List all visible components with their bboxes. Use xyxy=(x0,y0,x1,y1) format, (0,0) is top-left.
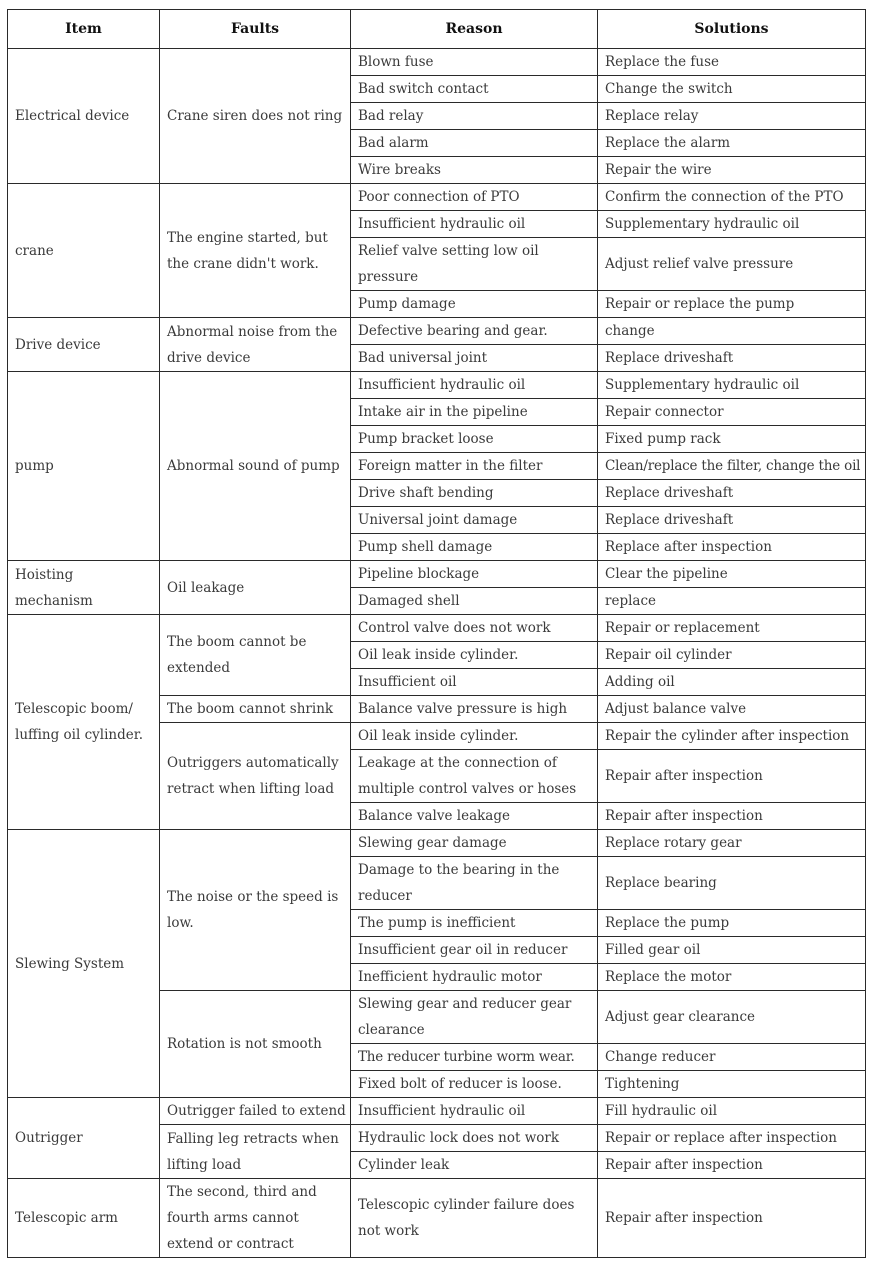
solution-cell: replace xyxy=(598,588,866,615)
solution-cell: Repair connector xyxy=(598,399,866,426)
solution-cell: Replace after inspection xyxy=(598,534,866,561)
fault-table xyxy=(7,9,866,1258)
reason-cell: Inefficient hydraulic motor xyxy=(351,964,598,991)
reason-cell: Insufficient hydraulic oil xyxy=(351,1098,598,1125)
reason-cell: Control valve does not work xyxy=(351,615,598,642)
reason-cell: Fixed bolt of reducer is loose. xyxy=(351,1071,598,1098)
solution-cell: Replace driveshaft xyxy=(598,480,866,507)
header-solutions: Solutions xyxy=(598,10,866,49)
solution-cell: Adjust gear clearance xyxy=(598,991,866,1044)
fault-cell: Abnormal noise from the drive device xyxy=(160,318,351,372)
reason-cell: Bad universal joint xyxy=(351,345,598,372)
item-cell: Drive device xyxy=(8,318,160,372)
solution-cell: Replace driveshaft xyxy=(598,345,866,372)
table-row xyxy=(8,1179,866,1258)
fault-cell: The engine started, but the crane didn't work. xyxy=(160,184,351,318)
reason-cell: Slewing gear and reducer gear clearance xyxy=(351,991,598,1044)
solution-cell: Repair after inspection xyxy=(598,1179,866,1258)
table-row xyxy=(8,49,866,76)
fault-cell: The second, third and fourth arms cannot extend or contract xyxy=(160,1179,351,1258)
fault-cell: The boom cannot shrink xyxy=(160,696,351,723)
solution-cell: Replace the pump xyxy=(598,910,866,937)
solution-cell: Adjust relief valve pressure xyxy=(598,238,866,291)
item-cell: pump xyxy=(8,372,160,561)
solution-cell: Replace rotary gear xyxy=(598,830,866,857)
reason-cell: Bad alarm xyxy=(351,130,598,157)
fault-cell: Abnormal sound of pump xyxy=(160,372,351,561)
item-cell: Outrigger xyxy=(8,1098,160,1179)
reason-cell: Blown fuse xyxy=(351,49,598,76)
reason-cell: Universal joint damage xyxy=(351,507,598,534)
table-row xyxy=(8,830,866,857)
solution-cell: Repair after inspection xyxy=(598,803,866,830)
solution-cell: Repair or replace the pump xyxy=(598,291,866,318)
reason-cell: Drive shaft bending xyxy=(351,480,598,507)
reason-cell: Poor connection of PTO xyxy=(351,184,598,211)
solution-cell: change xyxy=(598,318,866,345)
table-row xyxy=(8,372,866,399)
solution-cell: Tightening xyxy=(598,1071,866,1098)
fault-cell: Rotation is not smooth xyxy=(160,991,351,1098)
reason-cell: Pipeline blockage xyxy=(351,561,598,588)
reason-cell: Hydraulic lock does not work xyxy=(351,1125,598,1152)
fault-cell: The noise or the speed is low. xyxy=(160,830,351,991)
solution-cell: Supplementary hydraulic oil xyxy=(598,372,866,399)
solution-cell: Replace relay xyxy=(598,103,866,130)
table-row xyxy=(8,561,866,588)
solution-cell: Change reducer xyxy=(598,1044,866,1071)
reason-cell: Oil leak inside cylinder. xyxy=(351,723,598,750)
table-row xyxy=(8,184,866,211)
solution-cell: Replace driveshaft xyxy=(598,507,866,534)
header-row xyxy=(8,10,866,49)
reason-cell: Balance valve pressure is high xyxy=(351,696,598,723)
solution-cell: Repair after inspection xyxy=(598,1152,866,1179)
item-cell: Electrical device xyxy=(8,49,160,184)
solution-cell: Fill hydraulic oil xyxy=(598,1098,866,1125)
solution-cell: Clean/replace the filter, change the oil xyxy=(598,453,866,480)
reason-cell: Leakage at the connection of multiple control valves or hoses xyxy=(351,750,598,803)
fault-cell: The boom cannot be extended xyxy=(160,615,351,696)
fault-cell: Oil leakage xyxy=(160,561,351,615)
reason-cell: Bad switch contact xyxy=(351,76,598,103)
item-cell: Slewing System xyxy=(8,830,160,1098)
reason-cell: Pump shell damage xyxy=(351,534,598,561)
reason-cell: Insufficient hydraulic oil xyxy=(351,211,598,238)
reason-cell: Oil leak inside cylinder. xyxy=(351,642,598,669)
reason-cell: Damage to the bearing in the reducer xyxy=(351,857,598,910)
reason-cell: Wire breaks xyxy=(351,157,598,184)
item-cell: Hoisting mechanism xyxy=(8,561,160,615)
table-row xyxy=(8,1098,866,1125)
solution-cell: Change the switch xyxy=(598,76,866,103)
reason-cell: The pump is inefficient xyxy=(351,910,598,937)
solution-cell: Repair the wire xyxy=(598,157,866,184)
reason-cell: Balance valve leakage xyxy=(351,803,598,830)
reason-cell: Bad relay xyxy=(351,103,598,130)
solution-cell: Supplementary hydraulic oil xyxy=(598,211,866,238)
reason-cell: Defective bearing and gear. xyxy=(351,318,598,345)
solution-cell: Repair or replacement xyxy=(598,615,866,642)
solution-cell: Fixed pump rack xyxy=(598,426,866,453)
solution-cell: Adjust balance valve xyxy=(598,696,866,723)
reason-cell: Damaged shell xyxy=(351,588,598,615)
reason-cell: Insufficient gear oil in reducer xyxy=(351,937,598,964)
solution-cell: Repair or replace after inspection xyxy=(598,1125,866,1152)
reason-cell: Insufficient hydraulic oil xyxy=(351,372,598,399)
solution-cell: Clear the pipeline xyxy=(598,561,866,588)
table-row xyxy=(8,615,866,642)
item-cell: crane xyxy=(8,184,160,318)
reason-cell: Foreign matter in the filter xyxy=(351,453,598,480)
reason-cell: Relief valve setting low oil pressure xyxy=(351,238,598,291)
reason-cell: Insufficient oil xyxy=(351,669,598,696)
solution-cell: Adding oil xyxy=(598,669,866,696)
reason-cell: Cylinder leak xyxy=(351,1152,598,1179)
fault-cell: Falling leg retracts when lifting load xyxy=(160,1125,351,1179)
fault-cell: Outrigger failed to extend xyxy=(160,1098,351,1125)
solution-cell: Confirm the connection of the PTO xyxy=(598,184,866,211)
solution-cell: Repair the cylinder after inspection xyxy=(598,723,866,750)
fault-cell: Outriggers automatically retract when lifting load xyxy=(160,723,351,830)
reason-cell: Telescopic cylinder failure does not work xyxy=(351,1179,598,1258)
item-cell: Telescopic boom/ luffing oil cylinder. xyxy=(8,615,160,830)
solution-cell: Replace the alarm xyxy=(598,130,866,157)
solution-cell: Replace the fuse xyxy=(598,49,866,76)
solution-cell: Replace the motor xyxy=(598,964,866,991)
solution-cell: Repair after inspection xyxy=(598,750,866,803)
solution-cell: Repair oil cylinder xyxy=(598,642,866,669)
reason-cell: The reducer turbine worm wear. xyxy=(351,1044,598,1071)
header-reason: Reason xyxy=(351,10,598,49)
table-row xyxy=(8,318,866,345)
reason-cell: Pump bracket loose xyxy=(351,426,598,453)
item-cell: Telescopic arm xyxy=(8,1179,160,1258)
reason-cell: Pump damage xyxy=(351,291,598,318)
header-faults: Faults xyxy=(160,10,351,49)
solution-cell: Filled gear oil xyxy=(598,937,866,964)
solution-cell: Replace bearing xyxy=(598,857,866,910)
reason-cell: Intake air in the pipeline xyxy=(351,399,598,426)
fault-cell: Crane siren does not ring xyxy=(160,49,351,184)
reason-cell: Slewing gear damage xyxy=(351,830,598,857)
header-item: Item xyxy=(8,10,160,49)
